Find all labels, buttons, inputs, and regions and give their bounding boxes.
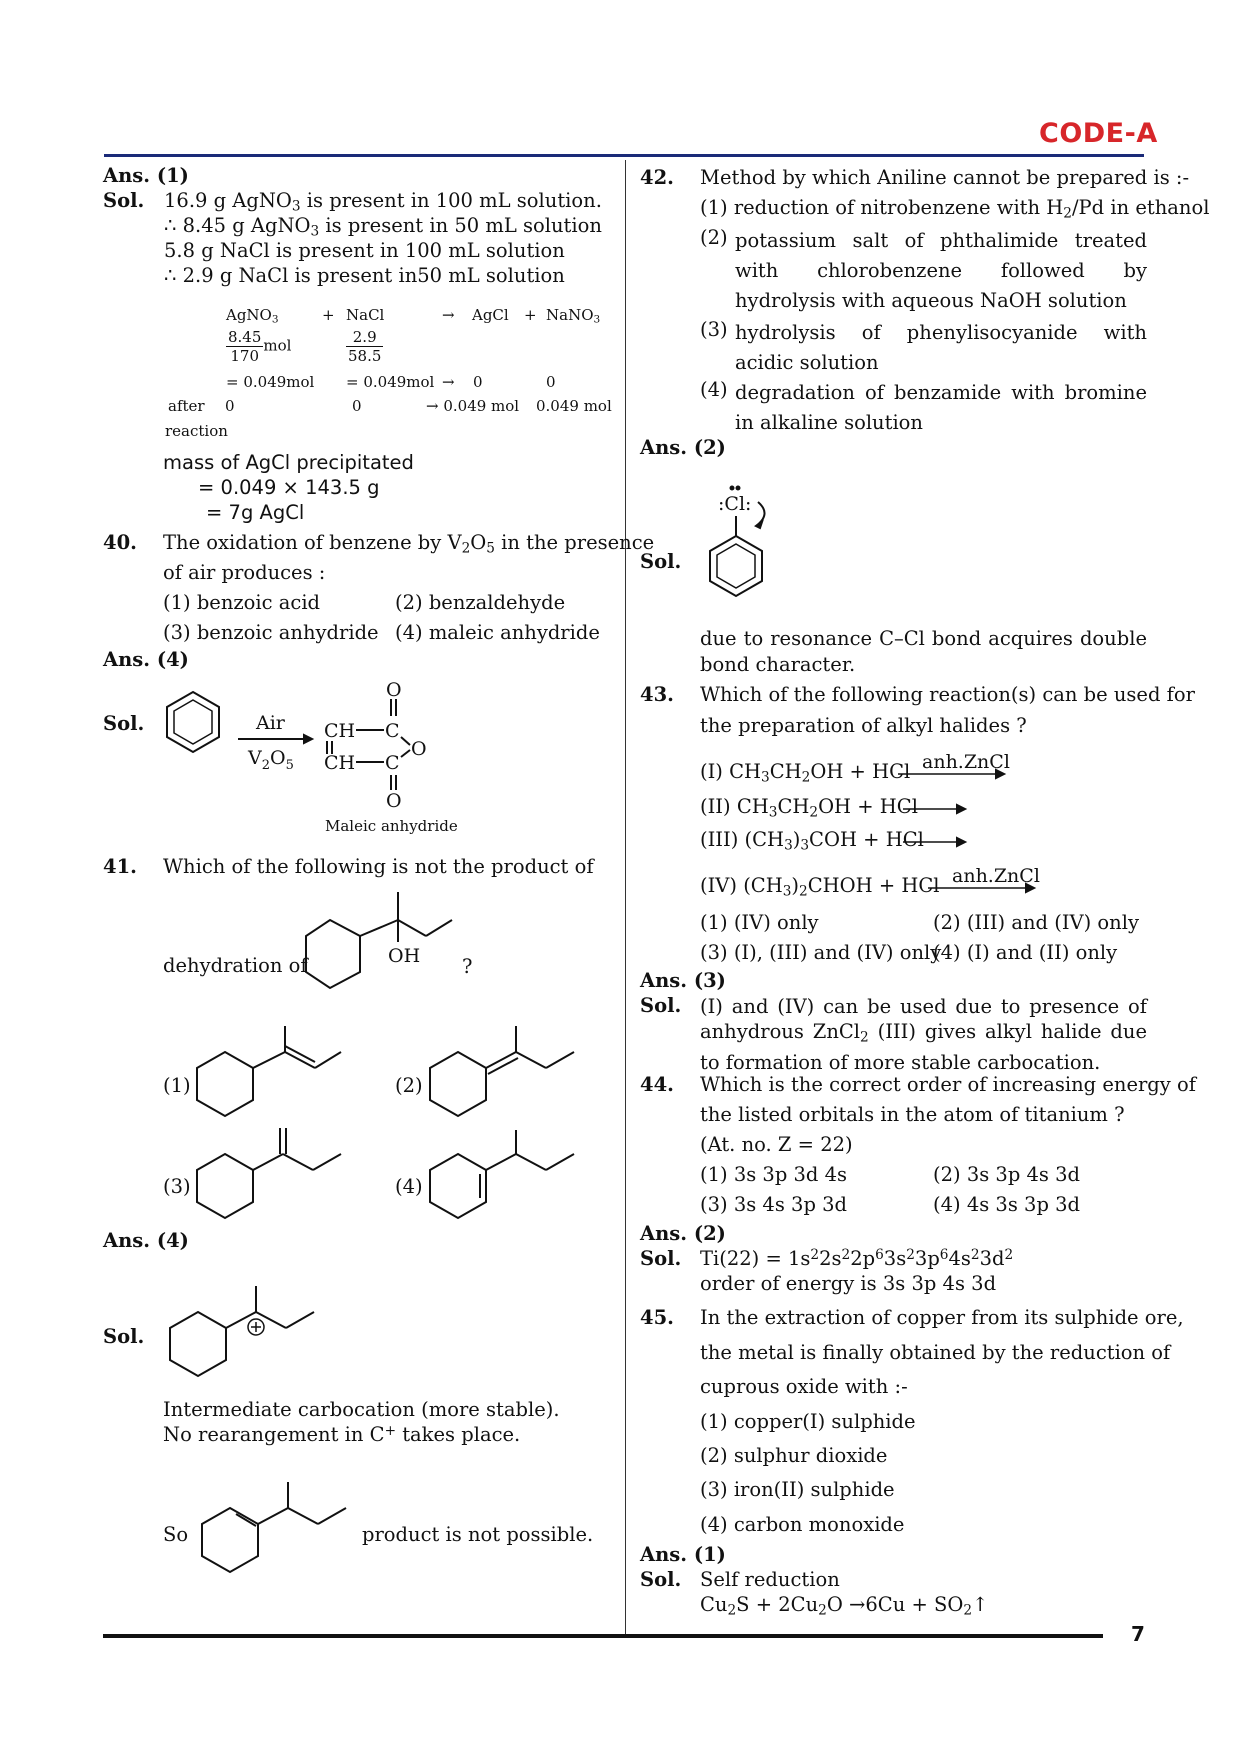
q42-option-4: degradation of benzamide with bromine in alkaline solution (735, 381, 1147, 434)
ans-40: Ans. (4) (103, 648, 189, 671)
q41-question-mark: ? (462, 955, 473, 978)
q44-text-1: Which is the correct order of increasing energy of (700, 1073, 1196, 1096)
q42-option-2: potassium salt of phthalimide treated with chlorobenzene followed by hydrolysis with aqueous NaOH solution (735, 229, 1147, 312)
sol-45-equation: $Cu_2S + 2Cu_2O \to 6Cu$ + $SO_2↑$ (700, 1593, 989, 1619)
ans-43: Ans. (3) (640, 969, 726, 992)
sol-42-label: Sol. (640, 550, 682, 573)
q43-arrow-4 (928, 865, 1040, 904)
sol-44-label: Sol. (640, 1247, 682, 1270)
q43-reaction-1: (I) $CH_3CH_2OH$ + HCl (700, 760, 911, 786)
sol-41-label: Sol. (103, 1325, 145, 1348)
table-reaction: reaction (165, 422, 228, 440)
q43-reaction-3: (III) $(CH_3)_3COH$ + HCl (700, 828, 924, 854)
q43-reaction-2: (II) $CH_3CH_2OH$ + HCl (700, 795, 918, 821)
table-arrow-2: → (442, 373, 455, 391)
q43-option-4: (4) (I) and (II) only (933, 941, 1118, 964)
table-nano3: NaNO$_3$ (546, 306, 601, 326)
table-zero-1: 0 (473, 373, 483, 391)
sol-44-order: order of energy is 3s 3p 4s 3d (700, 1272, 997, 1295)
q44-option-2: (2) 3s 3p 4s 3d (933, 1163, 1081, 1186)
q41-text: Which of the following is not the product of (163, 855, 594, 878)
q44-option-3: (3) 3s 4s 3p 3d (700, 1193, 848, 1216)
sol-43-label: Sol. (640, 994, 682, 1017)
q44-number: 44. (640, 1073, 674, 1096)
q45-text-2: the metal is finally obtained by the reduction of (700, 1341, 1171, 1364)
sol-45-line1: Self reduction (700, 1568, 840, 1591)
sol-39-label: Sol. (103, 189, 145, 212)
q41-option-4: (4) (395, 1175, 423, 1198)
sol-41-line1: Intermediate carbocation (more stable). (163, 1398, 560, 1421)
q44-text-2: the listed orbitals in the atom of titanium ? (700, 1103, 1125, 1126)
table-moles-agno3: = 0.049mol (226, 373, 315, 391)
q41-option-2: (2) (395, 1074, 423, 1097)
q42-number: 42. (640, 166, 674, 189)
sol-39-line4: ∴ 2.9 g NaCl is present in50 mL solution (164, 264, 565, 287)
q42-text: Method by which Aniline cannot be prepared is :- (700, 166, 1190, 189)
mass-line-1: mass of AgCl precipitated (163, 451, 414, 474)
table-agcl: AgCl (472, 306, 509, 324)
q40-option-3: (3) benzoic anhydride (163, 621, 379, 644)
table-nacl: NaCl (346, 306, 385, 324)
bottom-rule (103, 1634, 1103, 1638)
q45-text-1: In the extraction of copper from its sulphide ore, (700, 1306, 1184, 1329)
q41-dehydration: dehydration of (163, 954, 308, 977)
q42-option-3-number: (3) (700, 318, 728, 341)
v2o5-label: $V_2O_5$ (248, 747, 294, 773)
q41-option-2-structure (428, 1030, 588, 1120)
q41-option-4-structure (428, 1128, 588, 1218)
q40-number: 40. (103, 531, 137, 554)
q40-option-2: (2) benzaldehyde (395, 591, 566, 614)
ch-top: CH (324, 720, 356, 742)
so-label: So (163, 1523, 189, 1546)
svg-text:anh.ZnCl: anh.ZnCl (922, 751, 1010, 773)
q42-option-2-number: (2) (700, 226, 728, 249)
q41-number: 41. (103, 855, 137, 878)
q41-option-1-structure (195, 1030, 345, 1120)
q42-option-1: (1) reduction of nitrobenzene with $H_2/Pd$ in ethanol (700, 196, 1210, 222)
q40-option-1: (1) benzoic acid (163, 591, 321, 614)
table-plus-1: + (322, 306, 335, 324)
q40-text-2: of air produces : (163, 561, 326, 584)
carbocation-structure (168, 1272, 318, 1382)
ch-bottom: CH (324, 752, 356, 774)
table-after: after (168, 397, 205, 415)
sol-43-text: (I) and (IV) can be used due to presence of anhydrous ZnCl$_2$ (III) gives alkyl halide due to formation of more stable carbocation. (700, 995, 1147, 1075)
ans-45: Ans. (1) (640, 1543, 726, 1566)
q43-text-1: Which of the following reaction(s) can be used for (700, 683, 1195, 706)
q42-option-4-number: (4) (700, 378, 728, 401)
sol-44-config: $Ti(22) = 1s^22s^22p^63s^23p^64s^23d^2$ (700, 1247, 1014, 1271)
q43-text-2: the preparation of alkyl halides ? (700, 714, 1027, 737)
q41-option-1: (1) (163, 1074, 191, 1097)
q45-option-2: (2) sulphur dioxide (700, 1444, 888, 1467)
svg-text:anh.ZnCl: anh.ZnCl (952, 865, 1040, 887)
q40-option-4: (4) maleic anhydride (395, 621, 600, 644)
q44-option-1: (1) 3s 3p 3d 4s (700, 1163, 848, 1186)
q44-text-3: (At. no. Z = 22) (700, 1133, 853, 1156)
q42-option-3: hydrolysis of phenylisocyanide with acidic solution (735, 321, 1147, 374)
q45-text-3: cuprous oxide with :- (700, 1375, 908, 1398)
ans-44: Ans. (2) (640, 1222, 726, 1245)
q41-option-3-structure (195, 1128, 345, 1218)
sol-41-line2: No rearangement in C+ takes place. (163, 1423, 521, 1447)
air-label: Air (256, 712, 285, 734)
table-arrow-1: → (442, 306, 455, 324)
q43-number: 43. (640, 683, 674, 706)
sol-39-line3: 5.8 g NaCl is present in 100 mL solution (164, 239, 565, 262)
not-possible-structure (200, 1468, 350, 1578)
q40-text: The oxidation of benzene by $V_2O_5$ in the presence (163, 531, 655, 557)
q45-option-3: (3) iron(II) sulphide (700, 1478, 895, 1501)
q43-option-1: (1) (IV) only (700, 911, 819, 934)
so-tail: product is not possible. (362, 1523, 594, 1546)
table-zero-4: 0 (352, 397, 362, 415)
c-top: C (385, 720, 400, 742)
q43-reaction-4: (IV) $(CH_3)_2CHOH$ + HCl (700, 874, 940, 900)
page-number: 7 (1131, 1622, 1145, 1646)
ans-42: Ans. (2) (640, 436, 726, 459)
ans-39: Ans. (1) (103, 164, 189, 187)
top-rule (104, 154, 1144, 157)
sol-39-line1: 16.9 g AgNO$_3$ is present in 100 mL solution. (164, 189, 602, 215)
q43-option-2: (2) (III) and (IV) only (933, 911, 1139, 934)
q43-arrow-3 (903, 828, 973, 858)
sol-40-label: Sol. (103, 712, 145, 735)
q45-number: 45. (640, 1306, 674, 1329)
table-plus-2: + (524, 306, 537, 324)
q45-option-4: (4) carbon monoxide (700, 1513, 905, 1536)
maleic-caption: Maleic anhydride (325, 817, 458, 835)
column-divider (625, 160, 626, 1634)
sol-39-line2: ∴ 8.45 g AgNO$_3$ is present in 50 mL solution (164, 214, 602, 240)
mass-line-3: = 7g AgCl (206, 501, 305, 524)
table-product-agcl: → 0.049 mol (426, 397, 520, 415)
q44-option-4: (4) 4s 3s 3p 3d (933, 1193, 1081, 1216)
chlorobenzene-resonance (700, 486, 800, 601)
ans-41: Ans. (4) (103, 1229, 189, 1252)
table-zero-3: 0 (225, 397, 235, 415)
table-product-nano3: 0.049 mol (536, 397, 612, 415)
maleic-anhydride-scheme (160, 679, 460, 812)
sol-42-text: due to resonance C–Cl bond acquires double bond character. (700, 627, 1147, 676)
table-frac-nacl: $\frac{2.9}{58.5}$ (348, 328, 382, 365)
o-ring: O (411, 738, 427, 760)
o-bottom: O (386, 790, 402, 812)
table-frac-agno3: $\frac{8.45}{170}$ mol (228, 328, 292, 365)
oh-label: OH (388, 945, 421, 967)
q45-option-1: (1) copper(I) sulphide (700, 1410, 916, 1433)
q43-arrow-2 (903, 795, 973, 825)
cl-label: :Cl: (718, 493, 752, 515)
table-moles-nacl: = 0.049mol (346, 373, 435, 391)
q43-arrow-1 (898, 751, 1010, 790)
table-zero-2: 0 (546, 373, 556, 391)
c-bottom: C (385, 752, 400, 774)
code-label: CODE-A (1039, 118, 1158, 149)
sol-45-label: Sol. (640, 1568, 682, 1591)
table-row-species: AgNO$_3$ (226, 306, 279, 326)
q41-option-3: (3) (163, 1175, 191, 1198)
mass-line-2: = 0.049 × 143.5 g (198, 476, 380, 499)
o-top: O (386, 679, 402, 701)
q43-option-3: (3) (I), (III) and (IV) only (700, 941, 942, 964)
